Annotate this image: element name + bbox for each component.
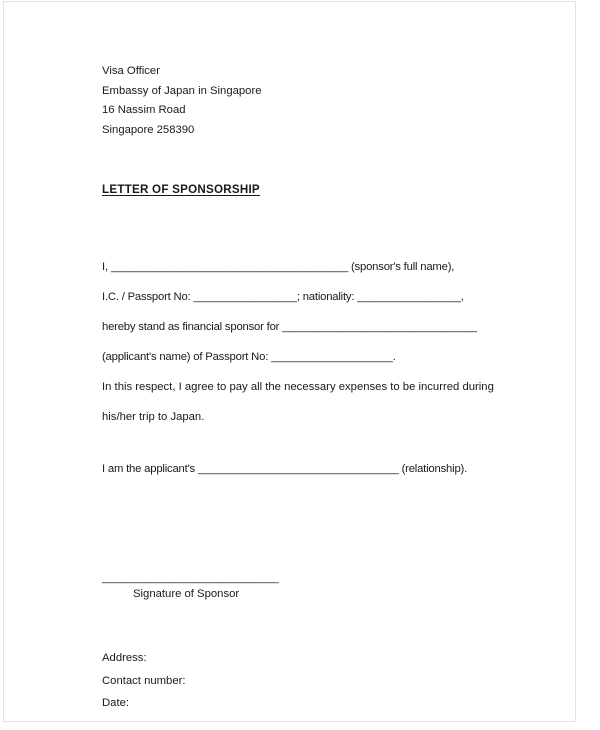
recipient-line: Visa Officer — [102, 65, 160, 77]
signature-line: _____________________________ — [102, 572, 279, 584]
body-line-applicant-passport: (applicant's name) of Passport No: ____________________. — [102, 351, 396, 363]
body-line-relationship: I am the applicant's _________________________________ (relationship). — [102, 463, 468, 475]
body-line-financial-sponsor: hereby stand as financial sponsor for ________________________________ — [102, 321, 477, 333]
recipient-address-block — [102, 62, 522, 140]
document-title: LETTER OF SPONSORSHIP — [102, 183, 260, 196]
body-line-sponsor-name: I, _______________________________________ (sponsor's full name), — [102, 261, 455, 273]
signature-block — [102, 572, 522, 604]
body-line-passport-nationality: I.C. / Passport No: _________________; nationality: _________________, — [102, 291, 464, 303]
field-label-date: Date: — [102, 697, 130, 709]
footer-fields-block — [102, 647, 522, 715]
recipient-line: Embassy of Japan in Singapore — [102, 84, 262, 97]
letter-body — [102, 260, 522, 492]
document-page — [3, 1, 576, 722]
recipient-line: Singapore 258390 — [102, 123, 195, 136]
field-label-address: Address: — [102, 652, 147, 664]
body-line-trip: his/her trip to Japan. — [102, 411, 205, 423]
field-label-contact-number: Contact number: — [102, 674, 186, 687]
signature-caption: Signature of Sponsor — [133, 588, 240, 600]
body-line-expenses: In this respect, I agree to pay all the necessary expenses to be incurred during — [102, 381, 494, 393]
recipient-line: 16 Nassim Road — [102, 104, 186, 116]
